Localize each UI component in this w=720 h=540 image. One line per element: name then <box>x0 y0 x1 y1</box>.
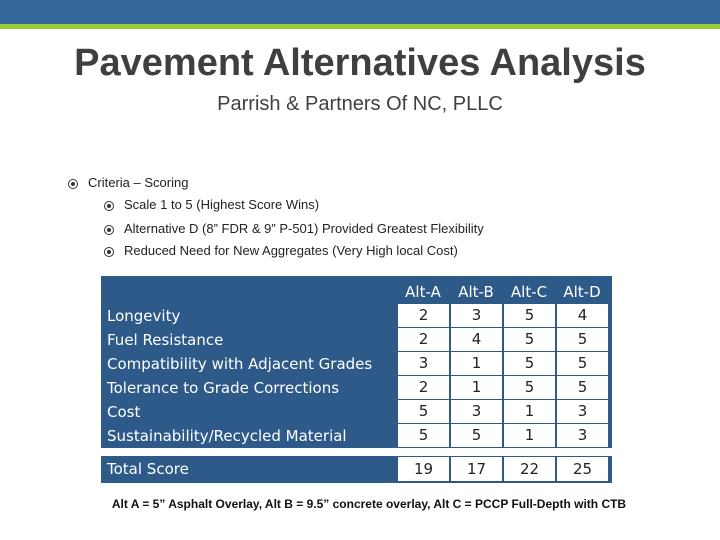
table-cell: 3 <box>451 400 502 423</box>
table-cell: 5 <box>557 376 608 399</box>
table-cell: 5 <box>504 376 555 399</box>
row-label: Compatibility with Adjacent Grades <box>107 355 373 373</box>
column-header: Alt-D <box>563 283 601 301</box>
row-label: Longevity <box>107 307 181 325</box>
bullet-item <box>104 196 319 214</box>
table-cell: 2 <box>398 328 449 351</box>
table-cell: 5 <box>451 424 502 447</box>
column-header: Alt-A <box>405 283 441 301</box>
table-cell: 5 <box>557 352 608 375</box>
table-cell: 3 <box>557 400 608 423</box>
footnote: Alt A = 5” Asphalt Overlay, Alt B = 9.5” concrete overlay, Alt C = PCCP Full-Depth with CTB <box>111 497 627 511</box>
total-score-cell: 25 <box>557 457 608 481</box>
bullet-text: Reduced Need for New Aggregates (Very High local Cost) <box>124 243 458 258</box>
total-score-cell: 17 <box>451 457 502 481</box>
table-cell: 5 <box>504 304 555 327</box>
row-label: Sustainability/Recycled Material <box>107 427 347 445</box>
table-cell: 1 <box>504 400 555 423</box>
column-header: Alt-C <box>510 283 548 301</box>
table-cell: 5 <box>557 328 608 351</box>
total-score-cell: 19 <box>398 457 449 481</box>
table-cell: 4 <box>557 304 608 327</box>
bullet-icon <box>104 201 114 211</box>
table-cell: 3 <box>557 424 608 447</box>
table-cell: 1 <box>504 424 555 447</box>
bullet-text: Alternative D (8” FDR & 9” P-501) Provided Greatest Flexibility <box>124 221 484 236</box>
bullet-icon <box>104 225 114 235</box>
bullet-item <box>104 242 458 260</box>
bullet-item <box>104 220 484 238</box>
scoring-table <box>101 276 612 483</box>
total-score-label: Total Score <box>107 460 189 478</box>
table-cell: 5 <box>398 400 449 423</box>
table-cell: 1 <box>451 352 502 375</box>
table-cell: 2 <box>398 376 449 399</box>
bullet-text: Scale 1 to 5 (Highest Score Wins) <box>124 197 320 212</box>
bullet-text: Criteria – Scoring <box>88 175 189 190</box>
bullet-icon <box>68 179 78 189</box>
bullet-icon <box>104 247 114 257</box>
row-label: Fuel Resistance <box>107 331 224 349</box>
page-title: Pavement Alternatives Analysis <box>74 42 646 84</box>
row-label: Cost <box>107 403 141 421</box>
table-cell: 4 <box>451 328 502 351</box>
table-cell: 3 <box>398 352 449 375</box>
column-header: Alt-B <box>458 283 494 301</box>
table-cell: 5 <box>504 352 555 375</box>
table-cell: 1 <box>451 376 502 399</box>
table-cell: 3 <box>451 304 502 327</box>
row-label: Tolerance to Grade Corrections <box>107 379 340 397</box>
header-accent-stripe <box>0 24 720 29</box>
table-divider <box>101 448 612 456</box>
total-score-cell: 22 <box>504 457 555 481</box>
page-subtitle: Parrish & Partners Of NC, PLLC <box>217 93 503 115</box>
table-cell: 5 <box>504 328 555 351</box>
bullet-item <box>68 174 188 192</box>
table-cell: 2 <box>398 304 449 327</box>
header-bar <box>0 0 720 24</box>
table-cell: 5 <box>398 424 449 447</box>
